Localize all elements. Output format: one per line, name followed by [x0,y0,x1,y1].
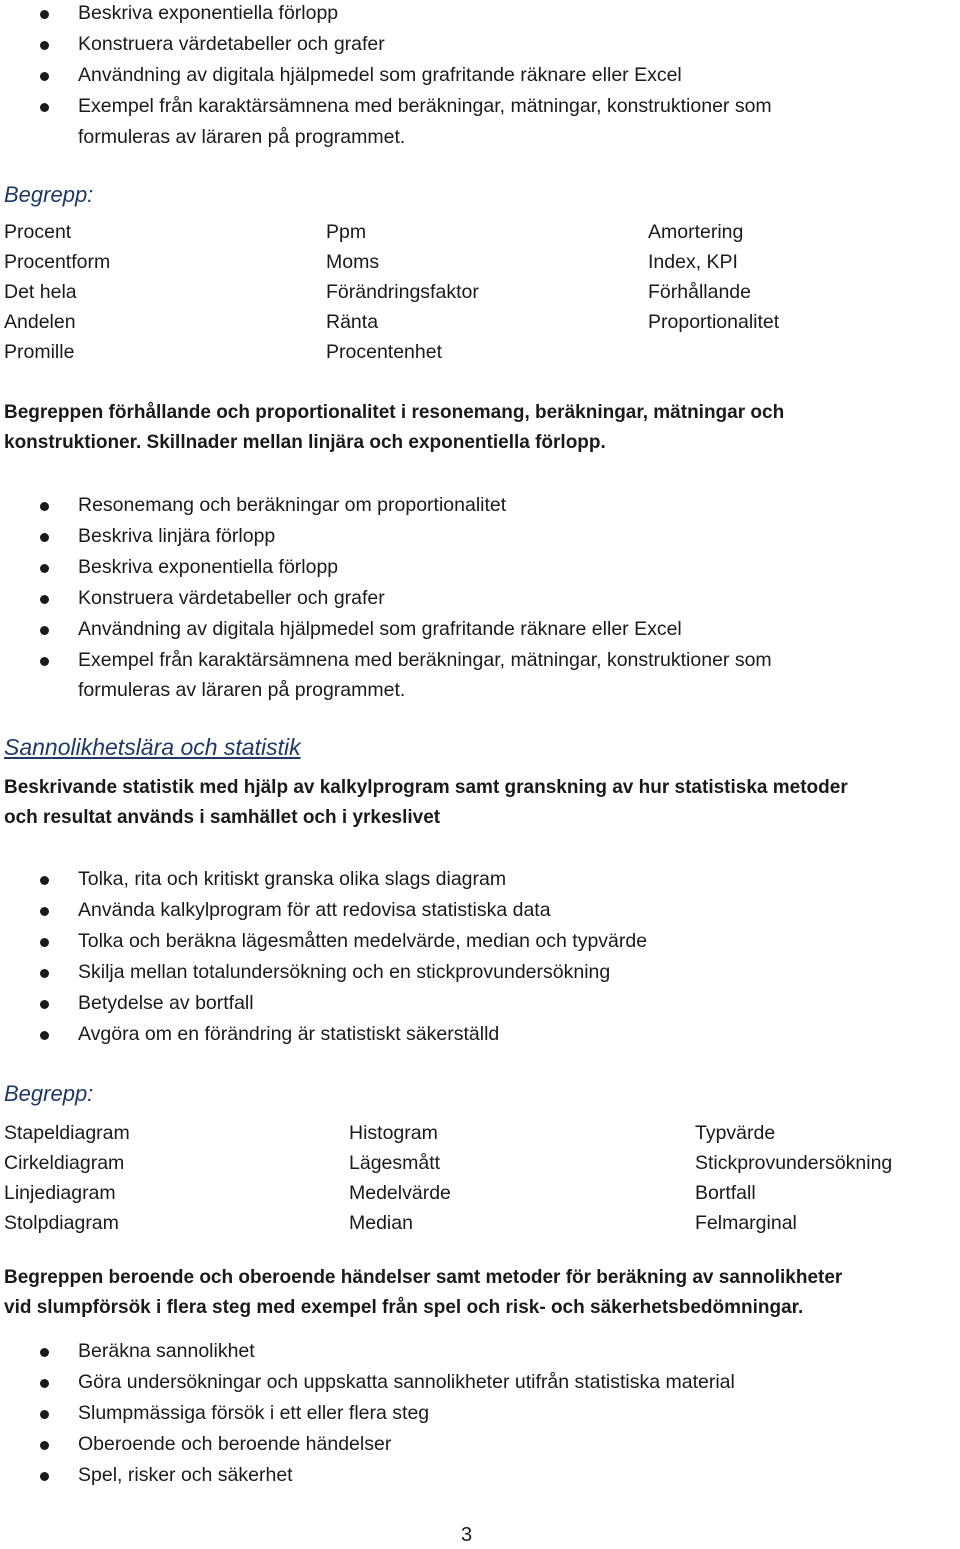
bullet-icon [40,1031,49,1040]
section-heading-statistik: Sannolikhetslära och statistik [4,734,301,760]
bullet-icon [40,595,49,604]
list-item: Exempel från karaktärsämnena med beräkningar, mätningar, konstruktioner som [0,91,950,122]
term: Andelen [4,311,76,333]
term: Promille [4,341,75,363]
bullet-list-1 [0,0,950,153]
begrepp-column-2 [349,1118,451,1238]
begrepp-grid-2 [4,1118,954,1238]
list-item: Avgöra om en förändring är statistiskt säkerställd [0,1019,950,1050]
bullet-icon [40,1379,49,1388]
term: Index, KPI [648,251,738,273]
bullet-list-4 [0,1336,950,1491]
page-number: 3 [461,1524,473,1546]
begrepp-column-2 [326,217,479,367]
term: Ppm [326,221,367,243]
bullet-icon [40,969,49,978]
bullet-icon [40,1000,49,1009]
bullet-icon [40,103,49,112]
list-item: Beskriva exponentiella förlopp [0,0,950,29]
term: Amortering [648,221,744,243]
term: Förhållande [648,281,751,303]
term: Stolpdiagram [4,1212,119,1234]
term: Histogram [349,1122,438,1144]
term: Stapeldiagram [4,1122,130,1144]
term: Cirkeldiagram [4,1152,125,1174]
begrepp-column-1 [4,1118,130,1238]
term: Ränta [326,311,379,333]
begrepp-heading-2: Begrepp: [4,1081,94,1106]
bullet-icon [40,502,49,511]
bullet-icon [40,907,49,916]
list-item: Betydelse av bortfall [0,988,950,1019]
bullet-icon [40,1441,49,1450]
term: Lägesmått [349,1152,441,1174]
term: Linjediagram [4,1182,116,1204]
list-item-continuation: formuleras av läraren på programmet. [78,126,406,148]
term: Procent [4,221,72,243]
term: Proportionalitet [648,311,780,333]
list-item: Beskriva linjära förlopp [0,521,950,552]
bullet-icon [40,72,49,81]
bullet-list-2 [0,490,950,705]
list-item: Spel, risker och säkerhet [0,1460,950,1491]
bullet-icon [40,41,49,50]
term: Moms [326,251,380,273]
list-item: Konstruera värdetabeller och grafer [0,29,950,60]
bold-paragraph-1: Begreppen förhållande och proportionalitet i resonemang, beräkningar, mätningar och konstruktioner. Skillnader mellan linjära och exponentiella förlopp. [4,402,785,453]
term: Procentform [4,251,111,273]
list-item: Oberoende och beroende händelser [0,1429,950,1460]
bullet-icon [40,876,49,885]
bullet-icon [40,1410,49,1419]
list-item: Användning av digitala hjälpmedel som grafritande räknare eller Excel [0,614,950,645]
list-item: Användning av digitala hjälpmedel som grafritande räknare eller Excel [0,60,950,91]
bullet-icon [40,10,49,19]
list-item: Skilja mellan totalundersökning och en stickprovundersökning [0,957,950,988]
bullet-icon [40,626,49,635]
bullet-icon [40,564,49,573]
term: Typvärde [695,1122,776,1144]
list-item: Tolka och beräkna lägesmåtten medelvärde, median och typvärde [0,926,950,957]
list-item: Resonemang och beräkningar om proportionalitet [0,490,950,521]
bullet-icon [40,1348,49,1357]
list-item: Konstruera värdetabeller och grafer [0,583,950,614]
begrepp-column-3 [695,1118,892,1238]
term: Bortfall [695,1182,756,1204]
term: Förändringsfaktor [326,281,479,303]
term: Det hela [4,281,77,303]
begrepp-column-3 [648,217,779,337]
term: Stickprovundersökning [695,1152,893,1174]
begrepp-heading-1: Begrepp: [4,182,94,207]
list-item: Använda kalkylprogram för att redovisa statistiska data [0,895,950,926]
begrepp-column-1 [4,217,110,367]
list-item-continuation: formuleras av läraren på programmet. [78,679,406,701]
term: Medelvärde [349,1182,451,1204]
list-item: Göra undersökningar och uppskatta sannolikheter utifrån statistiska material [0,1367,950,1398]
bold-paragraph-2: Beskrivande statistik med hjälp av kalkylprogram samt granskning av hur statistiska metoder och resultat används i samhället och i yrkeslivet [4,777,848,828]
list-item: Beskriva exponentiella förlopp [0,552,950,583]
list-item: Exempel från karaktärsämnena med beräkningar, mätningar, konstruktioner som [0,645,950,676]
term: Felmarginal [695,1212,797,1234]
term: Procentenhet [326,341,443,363]
bold-paragraph-3: Begreppen beroende och oberoende händelser samt metoder för beräkning av sannolikheter vid slumpförsök i flera steg med exempel från spel och risk- och säkerhetsbedömningar. [4,1267,843,1318]
bullet-list-3 [0,864,950,1050]
bullet-icon [40,938,49,947]
bullet-icon [40,657,49,666]
list-item: Slumpmässiga försök i ett eller flera steg [0,1398,950,1429]
term: Median [349,1212,413,1234]
begrepp-grid-1 [4,217,954,367]
list-item: Tolka, rita och kritiskt granska olika slags diagram [0,864,950,895]
bullet-icon [40,1472,49,1481]
bullet-icon [40,533,49,542]
list-item: Beräkna sannolikhet [0,1336,950,1367]
